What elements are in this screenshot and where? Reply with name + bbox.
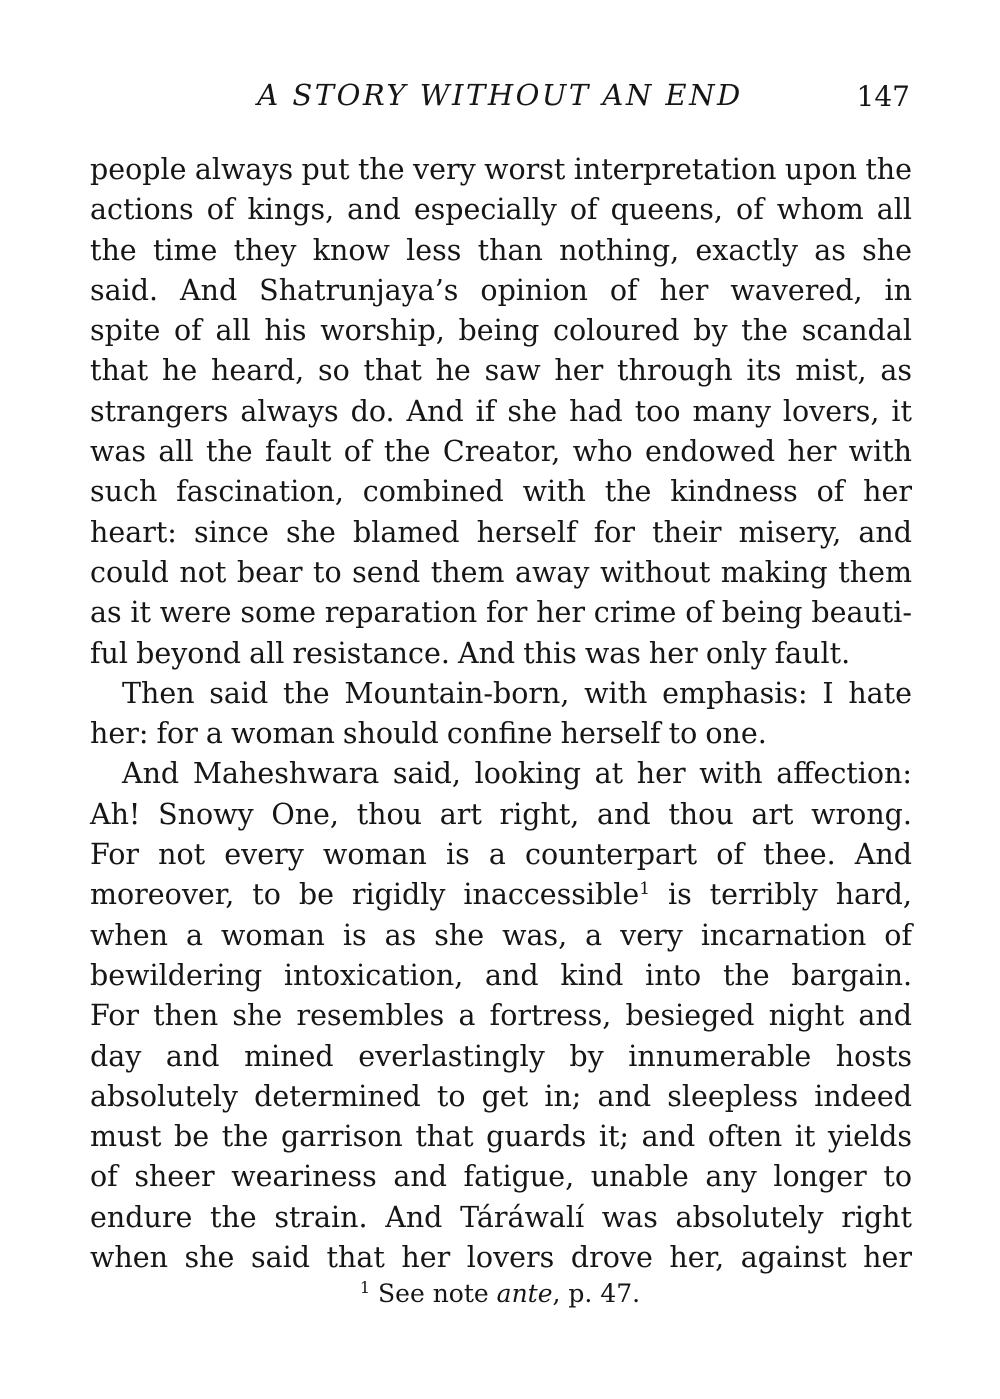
text-line: For not every woman is a counterpart of thee. And [90,838,912,872]
text-line: such fascination, combined with the kindness of her [90,475,912,509]
text-line: Then said the Mountain-born, with emphasis: I hate [122,676,912,710]
text-line: day and mined everlastingly by innumerable hosts [90,1039,912,1073]
text-line: when a woman is as she was, a very incarnation of [90,918,912,952]
text-line: must be the garrison that guards it; and often it yields [90,1120,912,1154]
text-line: endure the strain. And Táráwalí was absolutely right [90,1200,912,1234]
text-line: of sheer weariness and fatigue, unable any longer to [90,1160,912,1194]
text-segment: is terribly hard, [667,878,912,912]
text-line: said. And Shatrunjaya’s opinion of her wavered, in [90,273,912,307]
text-line: heart: since she blamed herself for their misery, and [90,515,912,549]
text-segment: moreover, to be rigidly inaccessible [90,878,640,912]
body-text [90,150,912,1278]
footnote-ref[interactable]: 1 [639,879,651,900]
text-line: ful beyond all resistance. And this was her only fault. [90,636,851,670]
footnote-text-end: , p. 47. [552,1279,641,1308]
paragraph [90,674,912,755]
text-line: was all the fault of the Creator, who endowed her with [90,435,912,469]
footnote-italic: ante [496,1279,553,1308]
text-line: people always put the very worst interpretation upon the [90,153,912,186]
text-line-with-footnote [90,875,912,915]
text-line: Ah! Snowy One, thou art right, and thou art wrong. [90,797,912,831]
text-line: bewildering intoxication, and kind into the bargain. [90,958,912,992]
text-line: actions of kings, and especially of queens, of whom all [90,193,912,227]
paragraph [90,754,912,1278]
text-line: her: for a woman should confine herself to one. [90,717,767,751]
text-line: the time they know less than nothing, exactly as she [90,233,912,267]
text-line: absolutely determined to get in; and sleepless indeed [90,1079,912,1113]
text-line: when she said that her lovers drove her, against her [90,1241,912,1275]
text-line: as it were some reparation for her crime of being beauti- [90,596,912,630]
running-header [90,78,910,118]
text-line: could not bear to send them away without making them [90,555,912,589]
text-line: that he heard, so that he saw her through its mist, as [90,354,912,388]
page-number: 147 [856,80,910,113]
text-line: strangers always do. And if she had too many lovers, it [90,394,912,428]
text-line: And Maheshwara said, looking at her with affection: [122,757,912,791]
footnote [0,1278,1000,1308]
footnote-text: See note [378,1279,489,1308]
running-title: A STORY WITHOUT AN END [257,78,743,112]
text-line: For then she resembles a fortress, besieged night and [90,999,912,1033]
footnote-number: 1 [359,1278,371,1297]
paragraph [90,150,912,674]
text-line: spite of all his worship, being coloured by the scandal [90,314,912,348]
